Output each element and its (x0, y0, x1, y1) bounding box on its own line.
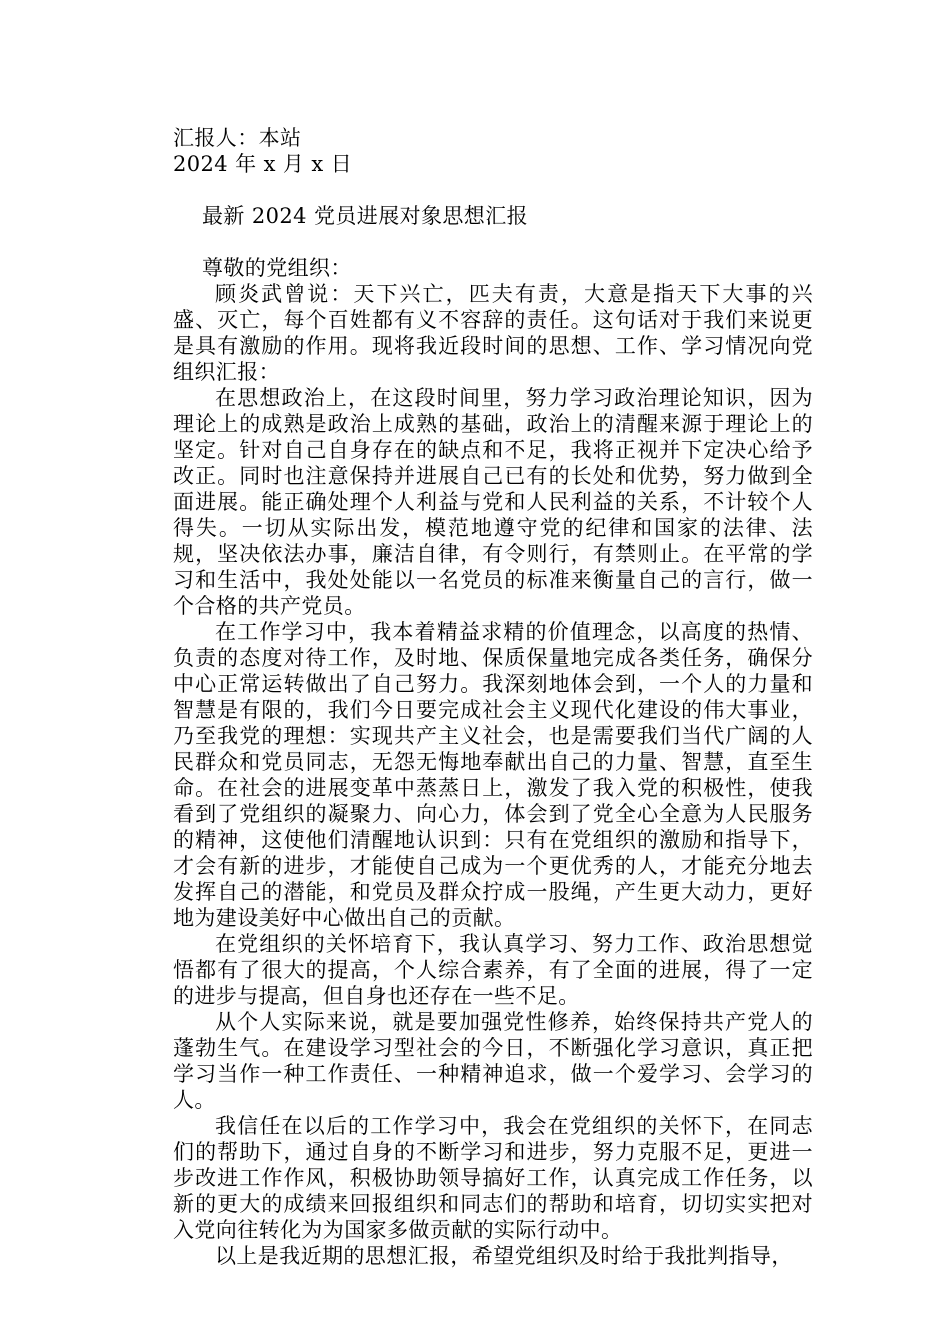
paragraph-4: 在党组织的关怀培育下，我认真学习、努力工作、政治思想觉悟都有了很大的提高，个人综合素养，有了全面的进展，得了一定的进步与提高，但自身也还存在一些不足。 (173, 932, 813, 1008)
document-title: 最新 2024 党员进展对象思想汇报 (202, 204, 528, 228)
paragraph-6: 我信任在以后的工作学习中，我会在党组织的关怀下，在同志们的帮助下，通过自身的不断学习和进步，努力克服不足，更进一步改进工作作风，积极协助领导搞好工作，认真完成工作任务，以新的更大的成绩来回报组织和同志们的帮助和培育，切切实实把对入党向往转化为为国家多做贡献的实际行动中。 (173, 1114, 813, 1242)
paragraph-2: 在思想政治上，在这段时间里，努力学习政治理论知识，因为理论上的成熟是政治上成熟的基础，政治上的清醒来源于理论上的坚定。针对自己自身存在的缺点和不足，我将正视并下定决心给予改正。同时也注意保持并进展自己已有的长处和优势，努力做到全面进展。能正确处理个人利益与党和人民利益的关系，不计较个人得失。一切从实际出发，模范地遵守党的纪律和国家的法律、法规，坚决依法办事，廉洁自律，有令则行，有禁则止。在平常的学习和生活中，我处处能以一名党员的标准来衡量自己的言行，做一个合格的共产党员。 (173, 386, 813, 618)
paragraph-5: 从个人实际来说，就是要加强党性修养，始终保持共产党人的蓬勃生气。在建设学习型社会的今日，不断强化学习意识，真正把学习当作一种工作责任、一种精神追求，做一个爱学习、会学习的人。 (173, 1010, 813, 1112)
date-line: 2024 年 x 月 x 日 (173, 152, 353, 176)
salutation: 尊敬的党组织： (202, 256, 352, 280)
paragraph-7: 以上是我近期的思想汇报，希望党组织及时给于我批判指导， (215, 1244, 793, 1268)
document-body (173, 255, 813, 1269)
paragraph-3: 在工作学习中，我本着精益求精的价值理念，以高度的热情、负责的态度对待工作，及时地、保质保量地完成各类任务，确保分中心正常运转做出了自己努力。我深刻地体会到，一个人的力量和智慧是有限的，我们今日要完成社会主义现代化建设的伟大事业，乃至我党的理想：实现共产主义社会，也是需要我们当代广阔的人民群众和党员同志，无怨无悔地奉献出自己的力量、智慧，直至生命。在社会的进展变革中蒸蒸日上，激发了我入党的积极性，使我看到了党组织的凝聚力、向心力，体会到了党全心全意为人民服务的精神，这使他们清醒地认识到：只有在党组织的激励和指导下，才会有新的进步，才能使自己成为一个更优秀的人，才能充分地去发挥自己的潜能，和党员及群众拧成一股绳，产生更大动力，更好地为建设美好中心做出自己的贡献。 (173, 620, 813, 930)
reporter-line: 汇报人：本站 (173, 126, 302, 150)
paragraph-1: 顾炎武曾说：天下兴亡，匹夫有责，大意是指天下大事的兴盛、灭亡，每个百姓都有义不容辞的责任。这句话对于我们来说更是具有激励的作用。现将我近段时间的思想、工作、学习情况向党组织汇报： (173, 282, 813, 384)
